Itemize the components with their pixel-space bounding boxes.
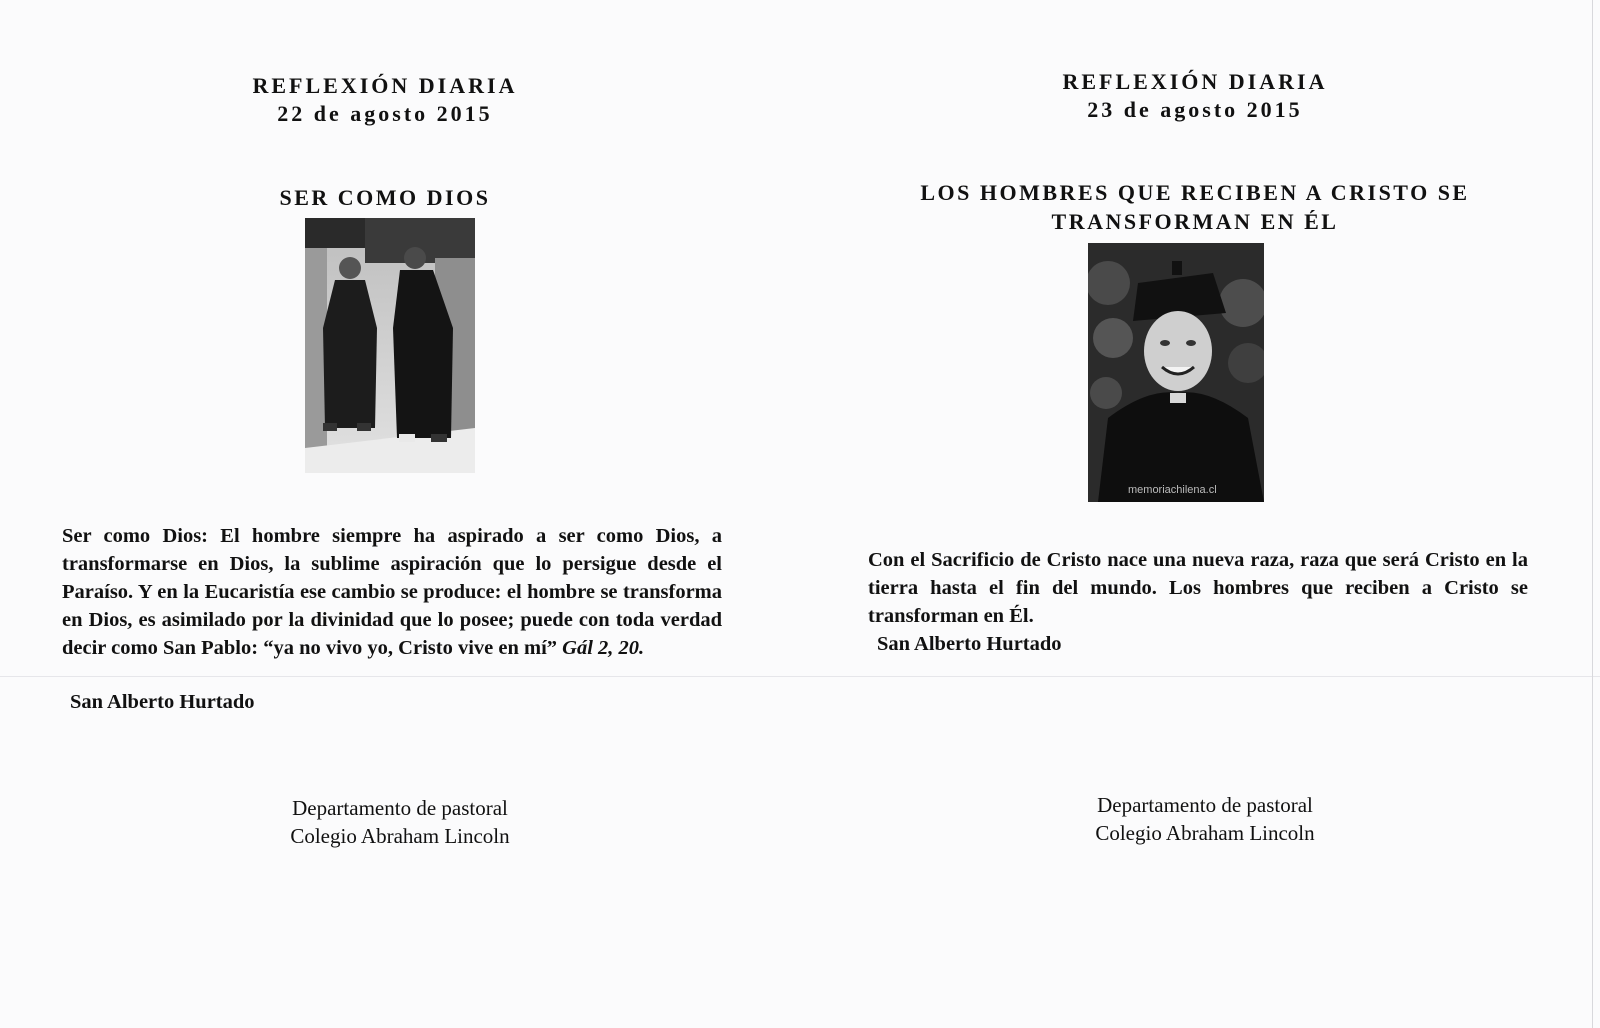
footer-department: Departamento de pastoral [292, 796, 508, 820]
signature: San Alberto Hurtado [877, 633, 1062, 655]
reflection-title: SER COMO DIOS [279, 185, 491, 210]
page-edge [1592, 0, 1593, 1028]
header-date: 22 de agosto 2015 [277, 101, 493, 126]
reflection-title [880, 178, 1510, 236]
fold-line [0, 676, 1600, 677]
body-text: Ser como Dios: El hombre siempre ha aspirado a ser como Dios, a transformarse en Dios, la sublime aspiración que lo persigue desde el Paraíso. Y en la Eucaristía ese cambio se produce: el hombre se transforma en Dios, es asimilado por la divinidad que lo posee; puede con toda verdad decir como San Pablo: “ya no vivo yo, Cristo vive en mí” [62, 525, 722, 659]
title-line-1: LOS HOMBRES QUE RECIBEN A CRISTO SE [920, 180, 1470, 205]
header-title: REFLEXIÓN DIARIA [252, 73, 518, 98]
smiling-priest-portrait-photo [1088, 243, 1264, 502]
signature: San Alberto Hurtado [70, 691, 255, 713]
footer-school: Colegio Abraham Lincoln [1095, 821, 1315, 845]
photo-graphic [305, 218, 475, 473]
footer [1005, 791, 1405, 847]
photo-watermark: memoriachilena.cl [1128, 484, 1217, 496]
reflection-body: Con el Sacrificio de Cristo nace una nueva raza, raza que será Cristo en la tierra hasta el fin del mundo. Los hombres que reciben a Cristo se transforman en Él. [868, 549, 1528, 627]
card-header [1010, 68, 1380, 124]
footer-department: Departamento de pastoral [1097, 793, 1313, 817]
two-priests-walking-photo [305, 218, 475, 473]
header-title: REFLEXIÓN DIARIA [1062, 69, 1328, 94]
bible-citation: Gál 2, 20. [562, 637, 645, 659]
title-line-2: TRANSFORMAN EN ÉL [1051, 209, 1339, 234]
header-date: 23 de agosto 2015 [1087, 97, 1303, 122]
photo-graphic [1088, 243, 1264, 502]
reflection-body [62, 522, 722, 662]
footer [200, 794, 600, 850]
footer-school: Colegio Abraham Lincoln [290, 824, 510, 848]
card-header [200, 72, 570, 128]
